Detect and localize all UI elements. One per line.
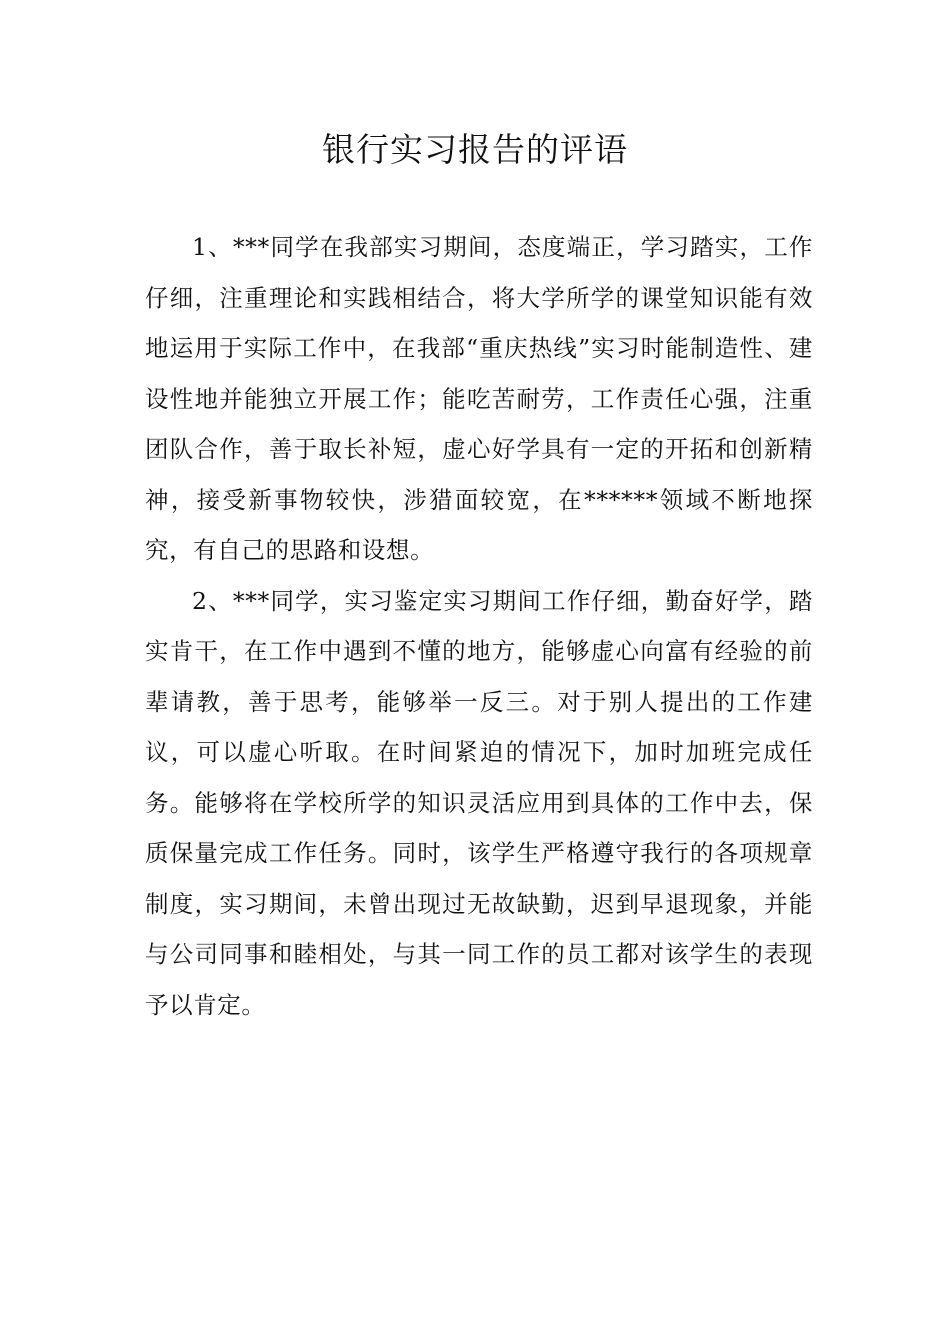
document-body bbox=[145, 222, 813, 1030]
evaluation-paragraph-1: 1、***同学在我部实习期间，态度端正，学习踏实，工作仔细，注重理论和实践相结合，将大学所学的课堂知识能有效地运用于实际工作中，在我部“重庆热线”实习时能制造性、建设性地并能独立开展工作；能吃苦耐劳，工作责任心强，注重团队合作，善于取长补短，虚心好学具有一定的开拓和创新精神，接受新事物较快，涉猎面较宽，在******领域不断地探究，有自己的思路和设想。 bbox=[145, 233, 813, 564]
evaluation-paragraph-2: 2、***同学，实习鉴定实习期间工作仔细，勤奋好学，踏实肯干，在工作中遇到不懂的地方，能够虚心向富有经验的前辈请教，善于思考，能够举一反三。对于别人提出的工作建议，可以虚心听取。在时间紧迫的情况下，加时加班完成任务。能够将在学校所学的知识灵活应用到具体的工作中去，保质保量完成工作任务。同时，该学生严格遵守我行的各项规章制度，实习期间，未曾出现过无故缺勤，迟到早退现象，并能与公司同事和睦相处，与其一同工作的员工都对该学生的表现予以肯定。 bbox=[145, 586, 813, 1019]
document-title: 银行实习报告的评语 bbox=[322, 130, 628, 169]
